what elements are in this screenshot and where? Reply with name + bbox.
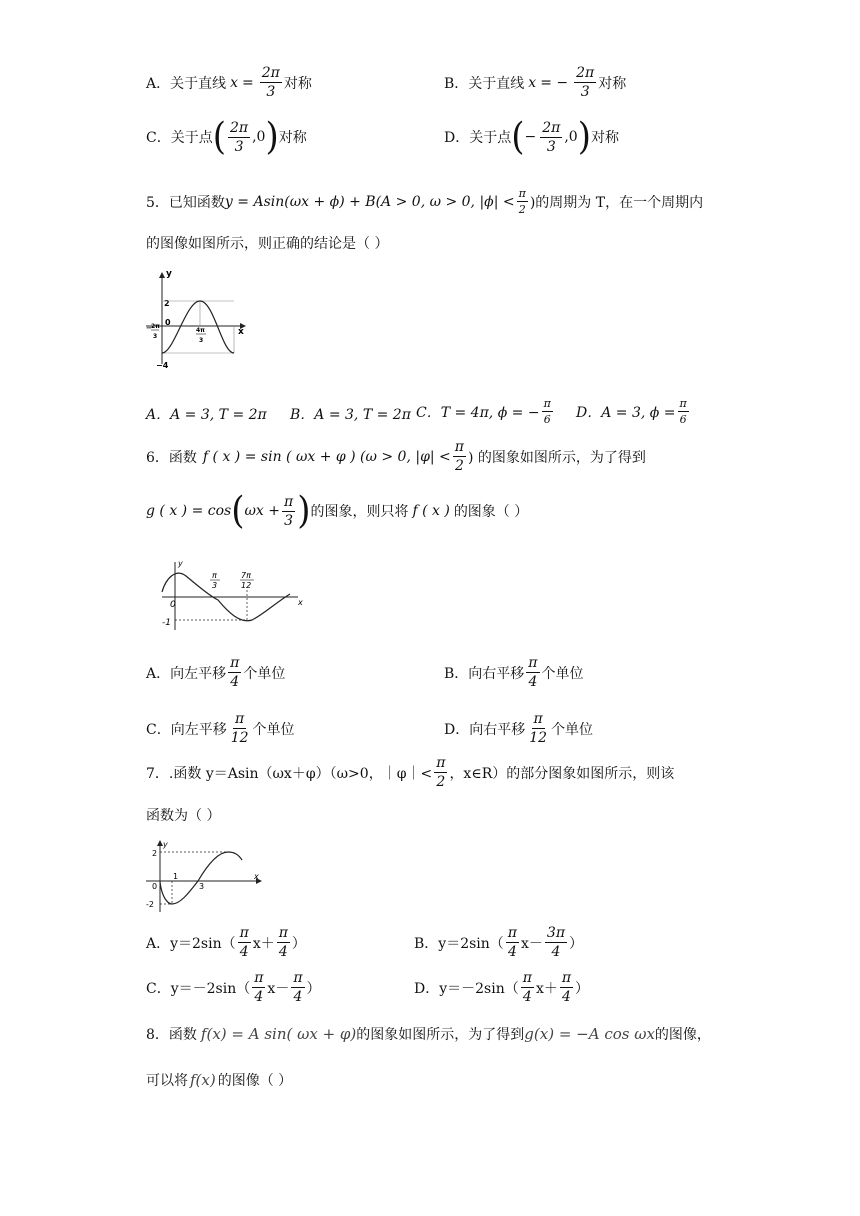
q7-option-d-frac2: $\frac{\pi}{4}$ — [561, 970, 572, 1005]
q6-option-a[interactable] — [146, 656, 285, 689]
q4-option-d[interactable] — [444, 115, 619, 159]
x-mid-tick-label — [196, 327, 206, 344]
q4-option-a-var: x — [230, 74, 239, 91]
x1-label: 1 — [173, 872, 179, 881]
svg-text:3: 3 — [153, 333, 158, 340]
q5-option-d-frac: $\frac{\pi}{6}$ — [679, 397, 687, 426]
y-max-label: 2 — [164, 299, 170, 308]
y-min-label: -2 — [146, 900, 154, 909]
y-min-label: -1 — [162, 618, 171, 628]
y-axis-label: y — [163, 840, 168, 849]
q7-option-b-frac1: $\frac{\pi}{4}$ — [507, 925, 517, 960]
q6-stem-line2 — [146, 489, 529, 533]
origin-label: 0 — [165, 318, 171, 327]
left-paren: ( — [511, 115, 525, 159]
q6-option-d-frac: $\frac{\pi}{12}$ — [529, 711, 548, 746]
right-paren: ) — [577, 115, 591, 159]
q7-option-c-frac1: $\frac{\pi}{4}$ — [254, 970, 264, 1005]
seven-pi-over-12-label — [240, 571, 254, 590]
q6-text-c: 的图象，则只将 — [310, 504, 409, 520]
q6-option-d[interactable] — [444, 712, 593, 745]
q6-gx-frac: $\frac{\pi}{3}$ — [283, 493, 294, 529]
q5-stem-line2: 的图像如图所示，则正确的结论是（ ） — [146, 236, 389, 252]
svg-text:4π: 4π — [196, 327, 205, 334]
q6-text-b: ) 的图象如图所示，为了得到 — [468, 449, 646, 466]
q8-line2-fx: f(x) — [190, 1071, 216, 1089]
y-max-label: 2 — [152, 849, 158, 858]
q7-number: 7． — [146, 765, 169, 782]
q7-option-d-prefix: D．y＝－2sin（ — [414, 980, 519, 997]
q6-fx: f ( x ) = sin ( ωx + φ ) (ω > 0, |φ| < — [202, 448, 451, 465]
q8-text-c: 的图像， — [654, 1027, 711, 1043]
q5-option-a-text: A．A = 3, T = 2π — [146, 407, 267, 423]
q7-option-a-prefix: A．y＝2sin（ — [146, 935, 236, 952]
q4-option-a-prefix: A．关于直线 — [146, 75, 227, 92]
q5-graph — [142, 268, 254, 372]
q8-number: 8． — [146, 1027, 169, 1043]
q5-text-a: 已知函数 — [168, 194, 225, 211]
q6-text-a: 函数 — [168, 449, 197, 466]
svg-text:π: π — [212, 571, 217, 580]
q4-option-b-prefix: B．关于直线 — [444, 75, 525, 92]
q5-formula: y = Asin(ωx + ϕ) + B(A > 0, ω > 0, |ϕ| < — [224, 193, 515, 210]
comma-zero: ,0 — [252, 129, 266, 145]
y-axis-label: y — [166, 269, 172, 279]
pi-over-3-label — [210, 571, 220, 590]
svg-text:2π: 2π — [151, 323, 160, 330]
q7-option-a-frac1: $\frac{\pi}{4}$ — [239, 925, 249, 960]
q7-option-a[interactable] — [146, 926, 306, 959]
svg-text:7π: 7π — [241, 571, 251, 580]
q5-option-d-text: D．A = 3, ϕ = — [576, 404, 676, 421]
q4-option-c-prefix: C．关于点 — [146, 130, 213, 146]
q7-stem-line1 — [146, 756, 674, 789]
q5-stem-line1 — [146, 188, 703, 215]
q5-frac: $\frac{\pi}{2}$ — [518, 187, 526, 216]
q6-option-c[interactable] — [146, 712, 295, 745]
q6-option-c-suffix: 个单位 — [252, 721, 295, 738]
q8-gx: g(x) = −A cos ωx — [524, 1025, 655, 1043]
q6-graph — [156, 556, 306, 636]
q6-option-a-prefix: A．向左平移 — [146, 665, 227, 682]
equals-sign: = — [242, 74, 254, 91]
q5-number: 5． — [146, 194, 169, 211]
q5-option-a[interactable] — [146, 404, 267, 424]
q6-number: 6． — [146, 449, 169, 466]
q6-gx-prefix: g ( x ) = cos — [146, 503, 232, 519]
q4-option-d-suffix: 对称 — [590, 130, 619, 146]
origin-label: 0 — [152, 882, 158, 891]
q4-option-b[interactable] — [444, 66, 626, 99]
left-paren: ( — [231, 489, 245, 533]
q6-option-d-suffix: 个单位 — [551, 721, 594, 738]
q5-option-c[interactable] — [416, 398, 555, 425]
q4-option-b-frac: $\frac{2\pi}{3}$ — [576, 65, 595, 100]
q7-option-d-mid: x＋ — [535, 980, 558, 997]
q8-text-a: 函数 — [168, 1027, 197, 1043]
q5-option-b-text: B．A = 3, T = 2π — [290, 407, 411, 423]
q8-text-b: 的图象如图所示，为了得到 — [356, 1027, 525, 1043]
q6-frac: $\frac{\pi}{2}$ — [454, 439, 464, 474]
x-axis-label: x — [238, 327, 244, 337]
q7-graph — [142, 838, 266, 916]
q7-option-b-frac2: $\frac{3\pi}{4}$ — [546, 925, 566, 960]
q7-option-b[interactable] — [414, 926, 583, 959]
q7-option-b-suffix: ） — [569, 935, 584, 952]
q4-option-d-frac: $\frac{2\pi}{3}$ — [542, 119, 561, 155]
q6-stem-line1 — [146, 440, 646, 473]
q4-option-c-suffix: 对称 — [278, 130, 307, 146]
q7-option-d-frac1: $\frac{\pi}{4}$ — [522, 970, 532, 1005]
q5-option-c-frac: $\frac{\pi}{6}$ — [543, 397, 551, 426]
q7-frac: $\frac{\pi}{2}$ — [436, 755, 446, 790]
q7-option-d-suffix: ） — [575, 980, 590, 997]
q6-option-b-prefix: B．向右平移 — [444, 665, 525, 682]
q8-stem-line2 — [146, 1070, 292, 1090]
x3-label: 3 — [199, 882, 205, 891]
q6-option-a-suffix: 个单位 — [243, 665, 286, 682]
q4-option-a-frac: $\frac{2\pi}{3}$ — [261, 65, 280, 100]
x-axis-label: x — [254, 872, 259, 881]
q7-option-c-prefix: C．y＝－2sin（ — [146, 980, 251, 997]
q6-gx-inner: ωx + — [244, 503, 280, 519]
q7-option-b-mid: x－ — [521, 935, 543, 952]
q7-option-d[interactable] — [414, 971, 589, 1004]
q7-option-a-suffix: ） — [291, 935, 306, 952]
q6-option-c-prefix: C．向左平移 — [146, 721, 227, 738]
q7-text-b: ，x∈R）的部分图象如图所示，则该 — [449, 765, 675, 782]
q6-option-b-suffix: 个单位 — [541, 665, 584, 682]
q7-option-a-frac2: $\frac{\pi}{4}$ — [278, 925, 288, 960]
q4-option-a-suffix: 对称 — [283, 75, 312, 92]
q7-text-a: .函数 y＝Asin（ωx＋φ）（ω>0，｜φ｜< — [168, 765, 433, 782]
q6-option-a-frac: $\frac{\pi}{4}$ — [230, 655, 240, 690]
q8-line2-suffix: 的图像（ ） — [217, 1073, 293, 1089]
q6-option-b[interactable] — [444, 656, 584, 689]
q6-option-b-frac: $\frac{\pi}{4}$ — [528, 655, 538, 690]
q6-option-c-frac: $\frac{\pi}{12}$ — [230, 711, 249, 746]
x-left-tick-label — [146, 323, 160, 340]
equals-minus-sign: = − — [540, 74, 569, 91]
q7-option-c-mid: x－ — [267, 980, 290, 997]
minus-sign: − — [524, 129, 537, 145]
q5-option-b[interactable] — [290, 404, 411, 424]
right-paren: ) — [265, 115, 279, 159]
q7-option-b-prefix: B．y＝2sin（ — [414, 935, 504, 952]
q8-fx: f(x) = A sin( ωx + φ) — [200, 1025, 357, 1043]
q8-line2-prefix: 可以将 — [146, 1073, 188, 1089]
q7-option-c[interactable] — [146, 971, 321, 1004]
origin-label: 0 — [170, 600, 176, 610]
q4-option-b-var: x — [528, 74, 537, 91]
q8-stem-line1 — [146, 1024, 711, 1044]
q5-text-b: )的周期为 T，在一个周期内 — [529, 194, 704, 211]
y-axis-arrow — [159, 272, 165, 278]
q7-option-c-suffix: ） — [306, 980, 321, 997]
q7-option-a-mid: x＋ — [252, 935, 275, 952]
q5-option-d[interactable] — [576, 398, 691, 425]
svg-text:3: 3 — [212, 581, 218, 590]
svg-text:3: 3 — [199, 337, 204, 344]
svg-text:−: − — [146, 324, 152, 332]
q6-text-d: 的图象（ ） — [453, 504, 529, 520]
right-paren: ) — [297, 489, 311, 533]
q6-option-d-prefix: D．向右平移 — [444, 721, 526, 738]
svg-text:12: 12 — [241, 581, 252, 590]
y-axis-label: y — [178, 559, 183, 568]
q4-option-b-suffix: 对称 — [598, 75, 627, 92]
q7-stem-line2: 函数为（ ） — [146, 808, 221, 824]
q4-option-c-frac: $\frac{2\pi}{3}$ — [229, 119, 249, 155]
comma-zero: ,0 — [564, 129, 578, 145]
y-min-label: −4 — [156, 361, 169, 370]
q6-fx2: f ( x ) — [412, 503, 450, 519]
q4-option-d-prefix: D．关于点 — [444, 130, 512, 146]
q7-option-c-frac2: $\frac{\pi}{4}$ — [293, 970, 303, 1005]
q5-option-c-text: C．T = 4π, ϕ = − — [416, 404, 540, 421]
q4-option-c[interactable] — [146, 115, 307, 159]
x-axis-label: x — [298, 598, 303, 607]
q4-option-a[interactable] — [146, 66, 312, 99]
left-paren: ( — [212, 115, 226, 159]
